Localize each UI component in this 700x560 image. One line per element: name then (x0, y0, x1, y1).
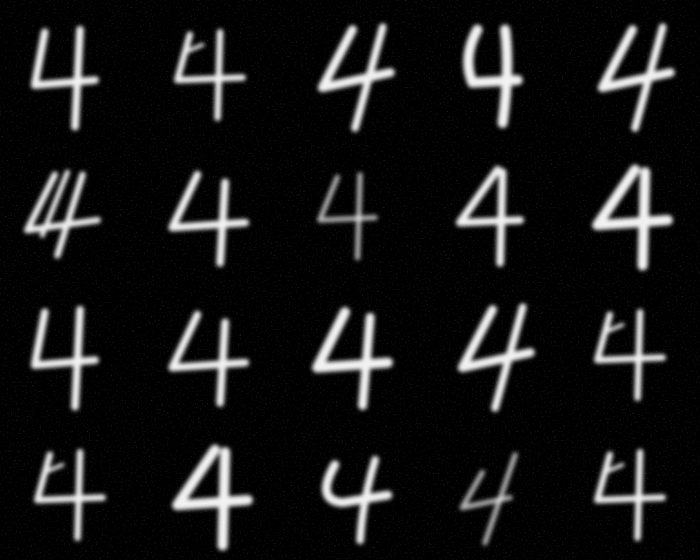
digit-stroke (75, 310, 80, 407)
digit-stroke (503, 30, 508, 123)
digit-stroke (500, 172, 503, 263)
digit-stroke (358, 175, 361, 258)
digit-stroke (643, 172, 646, 265)
digit-stroke (223, 452, 226, 545)
digit-stroke (78, 452, 81, 538)
digit-stroke (220, 182, 225, 263)
digit-stroke (638, 312, 641, 398)
digit-stroke (75, 30, 80, 127)
digit-stroke (218, 32, 221, 118)
digit-stroke (220, 322, 225, 403)
digit-stroke (638, 452, 641, 538)
